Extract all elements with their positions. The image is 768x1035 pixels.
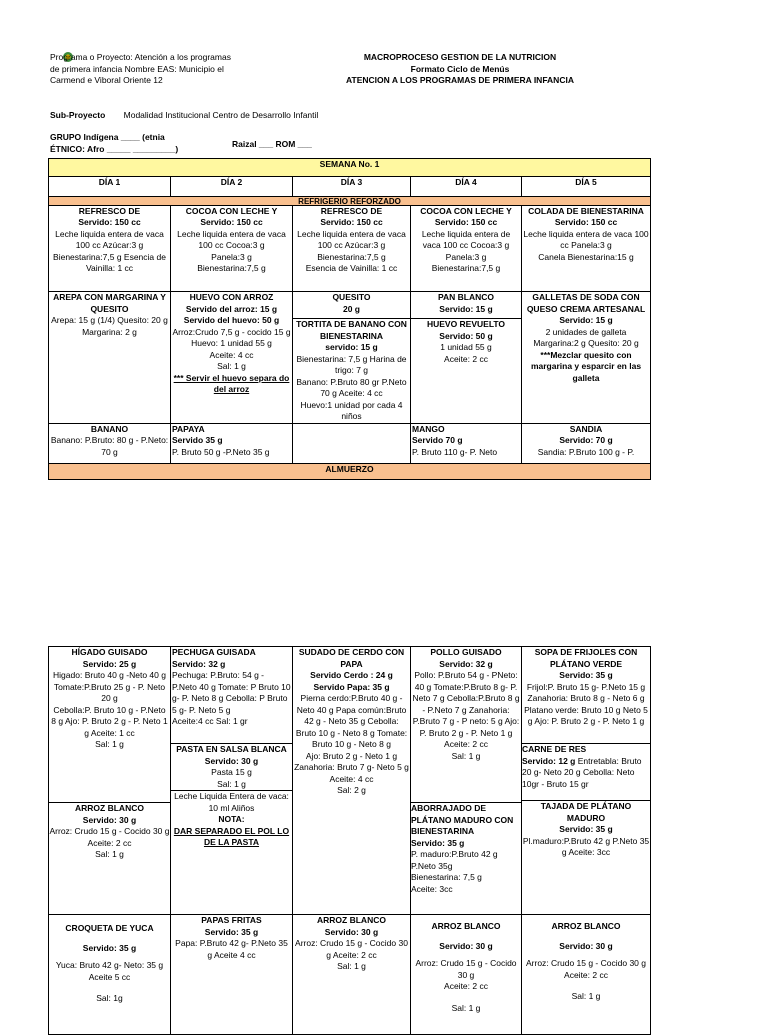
subproject	[50, 110, 318, 120]
day-header: DÍA 4	[411, 177, 522, 197]
menu-cell-solid-day4	[411, 292, 522, 424]
menu-cell-drink-day4	[411, 206, 522, 292]
dish-title: PAPAS FRITAS	[201, 915, 262, 925]
subproject-label: Sub-Proyecto	[50, 110, 106, 120]
lunch-side-day4	[411, 915, 522, 1035]
dish-title: PECHUGA GUISADA	[172, 647, 256, 657]
ingredient-line: Pl.maduro:P.Bruto 42 g P.Neto 35 g Aceite: 3cc	[522, 835, 650, 857]
group-line: GRUPO Indígena ____ (etnia	[50, 132, 165, 142]
serving: Servido del arroz: 15 g	[185, 303, 278, 314]
serving-note: *** Servir el huevo separa do del arroz	[173, 372, 290, 394]
ingredient-line: Sal: 1 g	[451, 750, 481, 761]
serving: Servido: 12 g	[522, 755, 576, 766]
ingredient-line: Bienestarina:7,5 g Esencia de Vainilla: 1 cc	[53, 251, 166, 273]
ingredient-line: Sal: 1 g	[451, 1002, 481, 1013]
dish-title: TORTITA DE BANANO CON BIENESTARINA	[296, 319, 407, 341]
ingredient-line: Banano: P.Bruto: 80 g - P.Neto: 70 g	[50, 435, 169, 457]
ingredient-line: Leche liquida entera de vaca 100 cc Cocoa:3 g	[421, 228, 511, 250]
ingredient-line: Leche liquida entera de vaca 100 cc Azúcar:3 g	[55, 228, 164, 250]
ingredient-line: Aceite: 2 cc	[444, 981, 488, 991]
ingredient-line: Bienestarina:7,5 g	[431, 263, 501, 273]
serving: Servido: 35 g	[559, 824, 613, 834]
serving: Servido: 35 g	[411, 837, 465, 848]
dish-title: PAPAYA	[172, 423, 205, 434]
serving: Servido: 150 cc	[434, 217, 498, 227]
ingredient-line: Canela Bienestarina:15 g	[538, 251, 634, 262]
menu-cell-fruit-day3	[293, 423, 411, 463]
ingredient-line: Sal: 1 g	[217, 361, 246, 371]
ingredient-line: P. Bruto 110 g- P. Neto	[412, 446, 498, 457]
ingredient-line: Sal: 1 g	[95, 739, 124, 749]
lunch-side-day2	[171, 915, 293, 1035]
dish-title: AREPA CON MARGARINA Y QUESITO	[53, 292, 166, 314]
ingredient-line: Sal: 2 g	[337, 785, 366, 795]
serving: Servido: 35 g	[204, 926, 259, 937]
lunch-cell-day1	[49, 647, 171, 915]
serving: Servido: 30 g	[82, 814, 137, 825]
ingredient-line: Bienestarina: 7,5 g	[411, 872, 482, 882]
ingredient-line: Margarina: 2 g	[82, 326, 137, 337]
ingredient-line: Panela:3 g	[445, 251, 487, 262]
serving: Servido Cerdo : 24 g	[310, 670, 393, 680]
lunch-side-day5	[522, 915, 651, 1035]
ingredient-line: Aceite 5 cc	[88, 971, 131, 982]
dish-title: COCOA CON LECHE Y	[185, 206, 278, 216]
ingredient-line: Entretabla: Bruto 20 g- Neto 20 g Cebolla: Neto 10gr - Bruto 15 gr	[522, 755, 642, 789]
day-header: DÍA 5	[522, 177, 651, 197]
ingredient-line: Arroz: Crudo 15 g - Cocido 30 g	[525, 958, 646, 968]
dish-title: BANANO	[90, 423, 129, 434]
menu-cell-solid-day1	[49, 292, 171, 424]
serving-note: DAR SEPARADO EL POL LO DE LA PASTA	[173, 825, 290, 847]
ingredient-line: P. maduro:P.Bruto 42 g P.Neto 35g	[411, 849, 498, 871]
dish-title: CARNE DE RES	[522, 744, 587, 754]
dish-title: TAJADA DE PLÁTANO MADURO	[540, 801, 632, 823]
serving: Servido: 30 g	[559, 940, 613, 951]
dish-title: HUEVO REVUELTO	[426, 319, 506, 329]
ethnic-group	[50, 132, 178, 155]
menu-cell-drink-day2	[171, 206, 293, 292]
dish-title: PAN BLANCO	[437, 292, 495, 302]
dish-title: ARROZ BLANCO	[551, 921, 621, 931]
ingredient-line: Arroz: Crudo 15 g - Cocido 30 g	[415, 958, 517, 980]
serving: Servido: 25 g	[82, 658, 137, 669]
menu-cell-drink-day5	[522, 206, 651, 292]
ingredient-line: Sal: 1 g	[95, 849, 124, 859]
ingredient-line: Papa: P.Bruto 42 g- P.Neto 35 g Aceite 4 cc	[175, 938, 288, 960]
dish-title: ABORRAJADO DE PLÁTANO MADURO CON BIENESTARINA	[411, 803, 514, 836]
day-header: DÍA 2	[171, 177, 293, 197]
dish-title: QUESITO	[332, 292, 371, 302]
ingredient-line: Frijol:P. Bruto 15 g- P.Neto 15 g Zanahoria: Bruto 8 g - Neto 6 g Platano verde: Bruto 10 g Neto 5 g Ajo: P. Bruto 2 g - P. Neto 1 g	[524, 681, 648, 726]
ingredient-line: Leche liquida entera de vaca 100 cc Panela:3 g	[523, 228, 649, 250]
dish-title: ARROZ BLANCO	[75, 803, 144, 813]
serving: Servido: 15 g	[559, 315, 613, 325]
ingredient-line: Arepa: 15 g (1/4) Quesito: 20 g	[51, 315, 168, 325]
ingredient-line: P. Bruto 50 g -P.Neto 35 g	[172, 446, 270, 457]
dish-title: ARROZ BLANCO	[431, 921, 501, 931]
ingredient-line: 2 unidades de galleta Margarina:2 g Quesito: 20 g	[533, 326, 639, 348]
dish-title: GALLETAS DE SODA CON QUESO CREMA ARTESANAL	[526, 292, 646, 314]
ingredient-line: Pasta 15 g	[211, 767, 252, 777]
serving: Servido: 30 g	[324, 926, 379, 937]
serving: Servido: 50 g	[439, 330, 493, 341]
ingredient-line: Banano: P.Bruto 80 gr P.Neto 70 g Aceite: 4 cc	[296, 376, 407, 398]
ingredient-line: 1 unidad 55 g	[440, 342, 492, 352]
ingredient-line: Huevo:1 unidad por cada 4 niños	[300, 399, 403, 421]
ingredient-line: Esencia de Vainilla: 1 cc	[305, 263, 398, 273]
menu-table-almuerzo	[48, 646, 651, 1035]
ingredient-line: Aceite: 2 cc	[444, 353, 488, 364]
title-line: ATENCION A LOS PROGRAMAS DE PRIMERA INFANCIA	[346, 75, 574, 85]
ingredient-line: Cebolla:P. Bruto 10 g - P.Neto 8 g Ajo: P. Bruto 2 g - P. Neto 1 g Aceite: 1 cc	[51, 704, 168, 738]
ingredient-line: Arroz: Crudo 15 g - Cocido 30 g Aceite: 2 cc	[295, 938, 408, 960]
menu-cell-solid-day5	[522, 292, 651, 424]
day-header: DÍA 1	[49, 177, 171, 197]
dish-title: REFRESCO DE	[78, 206, 141, 216]
dish-title: POLLO GUISADO	[430, 647, 502, 657]
ingredient-line: Leche liquida entera de vaca 100 cc Cocoa:3 g	[177, 228, 286, 250]
ingredient-line: Pollo: P.Bruto 54 g - PNeto: 40 g Tomate:P.Bruto 8 g- P. Neto 7 g Cebolla:P.Bruto 8 g - P.Neto 7 g Zanahoria: P.Bruto 7 g - P neto: 5 g Ajo: P. Bruto 2 g - P. Neto 1 g Aceite: 2 cc	[412, 670, 520, 749]
subproject-value: Modalidad Institucional Centro de Desarrollo Infantil	[123, 110, 319, 120]
dish-title: HÍGADO GUISADO	[71, 647, 148, 657]
serving: Servido 70 g	[412, 435, 463, 445]
dish-title: ARROZ BLANCO	[317, 915, 386, 925]
serving: Servido: 70 g	[559, 435, 613, 445]
group-line: ÉTNICO: Afro _____ _________)	[50, 143, 179, 154]
refrigerio-section-header: REFRIGERIO REFORZADO	[49, 197, 651, 206]
ingredient-line: Aceite: 3cc	[411, 883, 453, 894]
dish-title: COCOA CON LECHE Y	[420, 206, 512, 216]
lunch-side-day3	[293, 915, 411, 1035]
serving: Servido del huevo: 50 g	[183, 315, 280, 325]
title-line: MACROPROCESO GESTION DE LA NUTRICION	[363, 52, 557, 62]
almuerzo-section-header: ALMUERZO	[49, 463, 651, 479]
serving: Servido: 150 cc	[320, 217, 383, 227]
serving: Servido: 15 g	[439, 303, 493, 314]
dish-title: MANGO	[412, 423, 445, 434]
serving: servido: 15 g	[325, 342, 378, 352]
ingredient-line: Sal: 1 g	[571, 991, 601, 1001]
dish-title: SANDIA	[569, 423, 603, 434]
title-line: Formato Ciclo de Menús	[410, 63, 510, 74]
day-header: DÍA 3	[293, 177, 411, 197]
ingredient-line: Sal: 1 g	[217, 778, 246, 789]
menu-cell-drink-day3	[293, 206, 411, 292]
ingredient-line: Sal: 1g	[96, 993, 123, 1003]
menu-cell-drink-day1	[49, 206, 171, 292]
ingredient-line: Pechuga: P.Bruto: 54 g - P.Neto 40 g Tomate: P Bruto 10 g- P. Neto 8 g Cebolla: P Bruto 5 g- P. Neto 5 g	[172, 670, 291, 715]
ingredient-line: Aceite: 2 cc	[564, 969, 608, 980]
ingredient-line: Bienestarina: 7,5 g Harina de trigo: 7 g	[296, 353, 407, 375]
dish-title: COLADA DE BIENESTARINA	[528, 206, 644, 216]
serving: Servido: 150 cc	[200, 217, 263, 227]
menu-cell-fruit-day1	[49, 423, 171, 463]
ingredient-line: Bienestarina:7,5 g	[317, 251, 386, 262]
ingredient-line: Yuca: Bruto 42 g- Neto: 35 g	[55, 960, 164, 970]
menu-table-refrigerio	[48, 158, 651, 480]
week-title: SEMANA No. 1	[49, 159, 651, 177]
ingredient-line: Panela:3 g	[211, 251, 252, 262]
ingredient-line: Aceite: 4 cc	[209, 349, 254, 360]
program-line: Programa o Proyecto: Atención a los programas	[50, 52, 231, 62]
menu-cell-fruit-day2	[171, 423, 293, 463]
menu-cell-fruit-day5	[522, 423, 651, 463]
serving: 20 g	[342, 303, 360, 314]
serving-note: ***Mezclar quesito con margarina y esparcir en las galleta	[530, 349, 642, 383]
ingredient-line: Arroz:Crudo 7,5 g - cocido 15 g Huevo: 1 unidad 55 g	[172, 326, 291, 348]
ingredient-line: Arroz: Crudo 15 g - Cocido 30 g Aceite: 2 cc	[49, 826, 170, 848]
ingredient-line: Bienestarina:7,5 g	[197, 263, 266, 273]
program-line: Carmend e Viboral Oriente 12	[50, 75, 163, 85]
lunch-side-day1	[49, 915, 171, 1035]
document-title	[300, 52, 620, 87]
serving: Servido: 32 g	[439, 658, 493, 669]
dish-title: SOPA DE FRIJOLES CON PLÁTANO VERDE	[534, 647, 638, 669]
ingredient-line: Higado: Bruto 40 g -Neto 40 g Tomate:P.Bruto 25 g - P. Neto 20 g	[53, 670, 166, 703]
serving: Servido: 32 g	[172, 658, 226, 669]
raizal-rom: Raizal ___ ROM ___	[232, 139, 312, 149]
ingredient-line: Sandia: P.Bruto 100 g - P.	[537, 446, 635, 457]
serving: Servido: 150 cc	[78, 217, 141, 227]
serving: Servido: 30 g	[439, 940, 493, 951]
program-line: de primera infancia Nombre EAS: Municipio el	[50, 63, 224, 74]
serving: Servido: 30 g	[204, 755, 259, 766]
ingredient-line: Leche liquida entera de vaca 100 cc Azúcar:3 g	[297, 228, 406, 250]
ingredient-line: Ajo: Bruto 2 g - Neto 1 g Zanahoria: Bruto 7 g- Neto 5 g Aceite: 4 cc	[294, 750, 409, 784]
lunch-cell-day2	[171, 647, 293, 915]
serving: Servido: 150 cc	[554, 217, 618, 227]
ingredient-line: Aceite:4 cc Sal: 1 gr	[172, 716, 248, 726]
dish-title: CROQUETA DE YUCA	[65, 923, 154, 933]
serving: Servido: 35 g	[559, 670, 613, 680]
dish-title: SUDADO DE CERDO CON PAPA	[298, 647, 405, 669]
note-label: NOTA:	[218, 814, 245, 824]
dish-title: HUEVO CON ARROZ	[189, 292, 274, 302]
ingredient-line: Pierna cerdo:P.Bruto 40 g -Neto 40 g Papa común:Bruto 42 g - Neto 35 g Cebolla: Bruto 10 g - Neto 8 g Tomate: Bruto 10 g - Neto 8 g	[295, 693, 408, 749]
serving: Servido 35 g	[172, 435, 223, 445]
ingredient-line: Sal: 1 g	[337, 961, 366, 971]
serving: Servido Papa: 35 g	[313, 681, 390, 692]
lunch-cell-day4	[411, 647, 522, 915]
lunch-cell-day5	[522, 647, 651, 915]
dish-title: REFRESCO DE	[320, 206, 383, 216]
ingredient-line: Leche Liquida Entera de vaca: 10 ml Aliños	[174, 791, 289, 813]
program-info	[50, 52, 290, 87]
lunch-cell-day3	[293, 647, 411, 915]
menu-cell-fruit-day4	[411, 423, 522, 463]
menu-cell-solid-day3	[293, 292, 411, 424]
menu-cell-solid-day2	[171, 292, 293, 424]
serving: Servido: 35 g	[82, 942, 137, 953]
dish-title: PASTA EN SALSA BLANCA	[176, 744, 287, 754]
